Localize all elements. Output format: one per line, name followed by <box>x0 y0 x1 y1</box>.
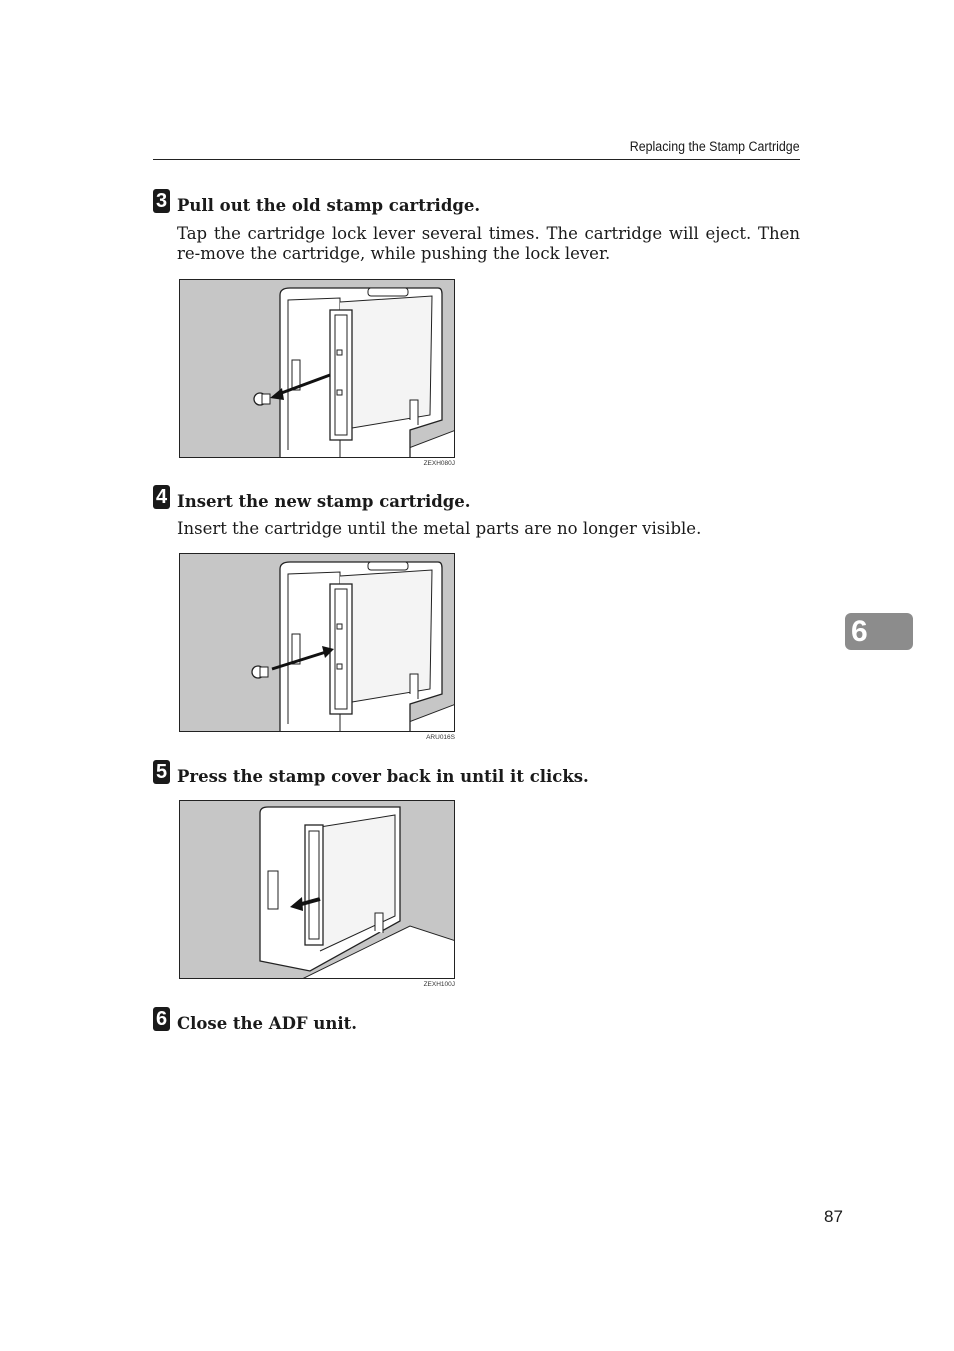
page-number: 87 <box>824 1207 843 1226</box>
step-5-heading: Press the stamp cover back in until it clicks. <box>177 767 589 786</box>
figure-insert-cartridge <box>179 553 455 732</box>
figure-code: ARU016S <box>426 734 455 741</box>
step-3-body: Tap the cartridge lock lever several times. The cartridge will eject. Then re-move the cartridge, while pushing the lock lever. <box>177 224 800 263</box>
step-number-6: 6 <box>153 1007 170 1031</box>
figure-code: ZEXH100J <box>423 981 455 988</box>
figure-press-cover <box>179 800 455 979</box>
step-4-heading: Insert the new stamp cartridge. <box>177 492 471 511</box>
step-number-5: 5 <box>153 760 170 784</box>
step-3-heading: Pull out the old stamp cartridge. <box>177 196 481 215</box>
step-4-body: Insert the cartridge until the metal parts are no longer visible. <box>177 519 702 538</box>
chapter-tab: 6 <box>845 613 913 650</box>
header-rule <box>153 159 800 160</box>
figure-code: ZEXH080J <box>423 460 455 467</box>
step-6-heading: Close the ADF unit. <box>177 1014 357 1033</box>
step-number-3: 3 <box>153 189 170 213</box>
running-header: Replacing the Stamp Cartridge <box>630 139 800 154</box>
figure-pull-out-cartridge <box>179 279 455 458</box>
step-number-4: 4 <box>153 485 170 509</box>
